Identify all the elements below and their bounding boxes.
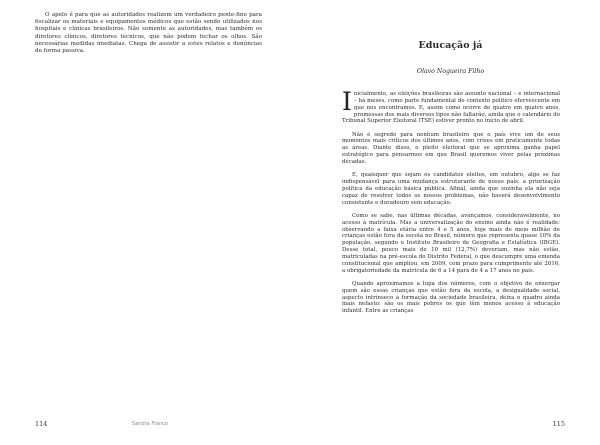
article-body xyxy=(342,87,560,321)
article-title: Educação já xyxy=(418,40,483,51)
left-page-paragraph: O apelo é para que as autoridades realizem um verdadeiro pente-fino para fiscalizar os materiais e equipamentos médicos que estão sendo utilizados nos hospitais e clínicas brasileiros. Não somente as autoridades, mas também os diretores clínicos, diretores técnicos, que não podem fechar os olhos. São necessárias medidas imediatas. Chega de assistir a estes relatos e denúncias de forma passiva. xyxy=(35,12,262,55)
article-paragraph: E, quaisquer que sejam os candidatos eleitos, em outubro, algo se faz indispensável para uma mudança estruturante de nosso país: a priorização política da educação básica pública. Afinal, ainda que sozinha ela não seja capaz de resolver todos os nossos problemas, não haverá desenvolvimento consistente e duradouro sem educação. xyxy=(342,172,560,206)
article-paragraph-text: nicialmente, as eleições brasileiras são assunto nacional – e internacional – há meses, como parte fundamental do contexto político efervescente em que nos encontramos. E, assim como ocorre de quatro em quatro anos, promessas dos mais diversos tipos não faltarão, ainda que o calendário do Tribunal Superior Eleitoral (TSE) estiver pronto no início de abril. xyxy=(342,91,560,125)
right-page-number: 115 xyxy=(552,420,565,428)
article-author: Olavo Nogueira Filho xyxy=(416,68,485,75)
running-footer-author: Sandra Franco xyxy=(132,421,168,427)
article-paragraph xyxy=(342,87,560,125)
drop-cap: I xyxy=(342,87,352,116)
left-page-number: 114 xyxy=(35,420,48,428)
right-page xyxy=(300,0,600,445)
article-paragraph: Como se sabe, nas últimas décadas, avançamos, consideravelmente, no acesso à matrícula. Mas a universalização do ensino ainda não é realidade: observando a faixa etária entre 4 e 5 anos, hoje mais de meio milhão de crianças estão fora da escola no Brasil, número que representa quase 10% da população, segundo o Instituto Brasileiro de Geografia e Estatística (IBGE). Desse total, pouco mais de 10 mil (12,7%) deveriam, mas não estão, matriculadas na pré-escola do Distrito Federal, o que descumpre uma emenda constitucional que ampliou, em 2009, com prazo para cumprimento até 2016, a obrigatoriedade da matrícula de 6 a 14 para de 4 a 17 anos no país. xyxy=(342,212,560,274)
article-paragraph: Não é segredo para nenhum brasileiro que o país vive um de seus momentos mais críticos dos últimos anos, com crises em praticamente todas as áreas. Diante disso, o pleito eleitoral que se aproxima ganha papel estratégico para pensarmos em que Brasil queremos viver pelas próximas décadas. xyxy=(342,131,560,165)
article-paragraph: Quando aproximamos a lupa dos números, com o objetivo de enxergar quem são essas crianças que estão fora da escola, a desigualdade social, aspecto intrínseco à formação da sociedade brasileira, deixa o quadro ainda mais nefasto: são os mais pobres os que têm menos acesso à educação infantil. Entre as crianças xyxy=(342,280,560,315)
